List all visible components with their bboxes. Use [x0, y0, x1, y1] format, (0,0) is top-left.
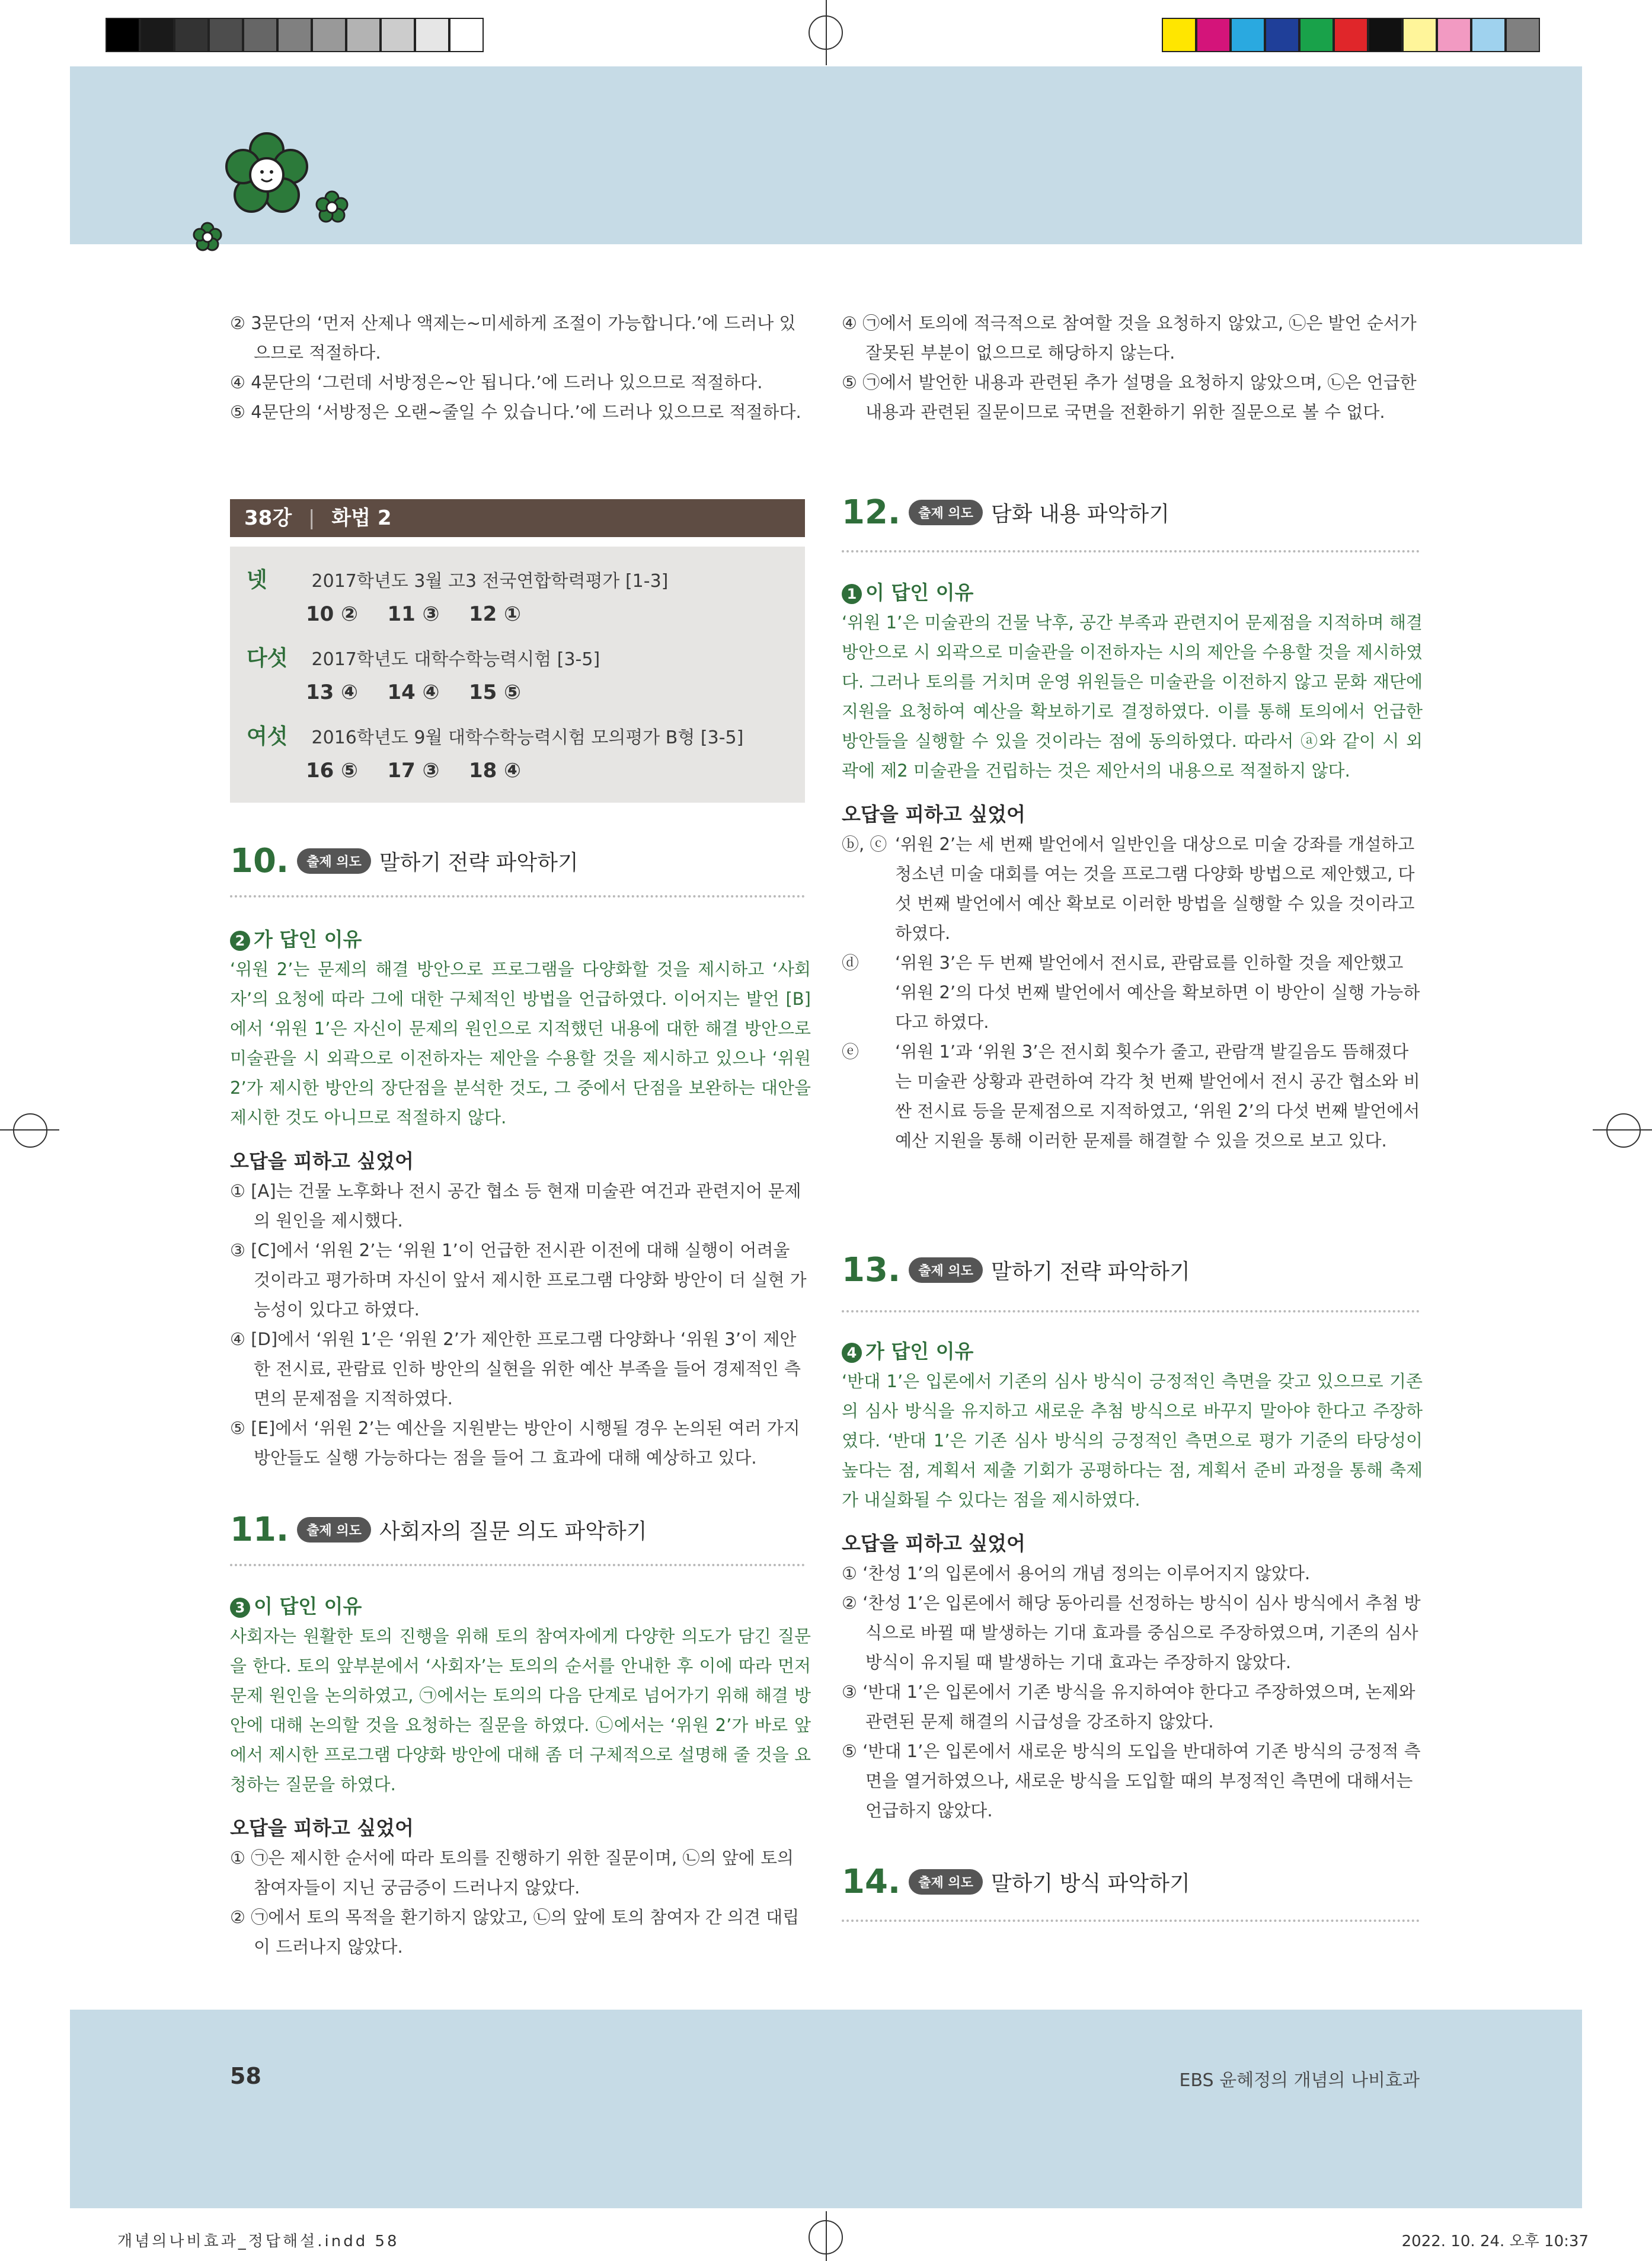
exam-name: 2016학년도 9월 대학수학능력시험 모의평가 B형 [3-5] — [311, 727, 744, 748]
answer-item: 12 ① — [469, 602, 521, 626]
registration-mark — [809, 15, 843, 50]
question-12-body — [842, 566, 1423, 1155]
color-swatch — [381, 18, 415, 52]
list-item: ③ [C]에서 ‘위원 2’는 ‘위원 1’이 언급한 전시관 이전에 대해 실행이 어려울 것이라고 평가하며 자신이 앞서 제시한 프로그램 다양화 방안이 더 실현 가능성이 있다고 하였다. — [230, 1240, 807, 1320]
list-item — [842, 829, 1423, 948]
question-10-body — [230, 913, 811, 1473]
color-swatch — [1437, 18, 1471, 52]
answer-item: 13 ④ — [306, 681, 358, 704]
row-label: 다섯 — [247, 646, 288, 670]
divider — [230, 1564, 805, 1566]
answer-item: 16 ⑤ — [306, 759, 358, 783]
intent-badge: 출제 의도 — [297, 848, 371, 874]
question-number: 10. — [230, 842, 289, 880]
footer-band — [70, 2010, 1582, 2208]
answer-number-badge: 4 — [842, 1343, 862, 1363]
color-swatch — [449, 18, 484, 52]
color-swatch — [277, 18, 312, 52]
color-scale-bar — [1162, 0, 1553, 59]
question-title: 말하기 전략 파악하기 — [990, 1260, 1190, 1284]
color-swatch — [174, 18, 209, 52]
question-13-heading — [842, 1251, 1190, 1289]
question-title: 사회자의 질문 의도 파악하기 — [379, 1519, 647, 1544]
item-text: ‘위원 1’과 ‘위원 3’은 전시회 횟수가 줄고, 관람객 발길음도 뜸해졌다는 미술관 상황과 관련하여 각각 첫 번째 발언에서 전시 공간 협소와 비싼 전시료 등을 문제점으로 지적하였고, ‘위원 2’의 다섯 번째 발언에서 예산 지원을 통해 이러한 문제를 해결할 수 있을 것으로 보고 있다. — [895, 1042, 1420, 1151]
registration-mark — [809, 2220, 843, 2254]
answer-list — [306, 602, 545, 626]
list-item: ① ‘찬성 1’의 입론에서 용어의 개념 정의는 이루어지지 않았다. — [842, 1563, 1311, 1583]
exam-name: 2017학년도 3월 고3 전국연합학력평가 [1-3] — [311, 571, 669, 592]
answer-heading-text: 가 답인 이유 — [865, 1340, 974, 1363]
answer-heading — [230, 925, 811, 954]
answer-explanation: ‘위원 1’은 미술관의 건물 낙후, 공간 부족과 관련지어 문제점을 지적하며 해결 방안으로 시 외곽으로 미술관을 이전하자는 시의 제안을 수용할 것을 제시하였다. 그러나 토의를 거치며 운영 위원들은 미술관을 이전하지 않고 문화 재단에 지원을 요청하여 예산을 확보하기로 결정하였다. 이를 통해 토의에서 언급한 방안들을 실행할 수 있을 것이라는 점에 동의하였다. 따라서 ⓐ와 같이 시 외곽에 제2 미술관을 건립하는 것은 제안서의 내용으로 적절하지 않다. — [842, 612, 1423, 781]
question-10-heading — [230, 842, 579, 880]
answer-heading-text: 이 답인 이유 — [254, 1595, 362, 1618]
answer-number-badge: 2 — [230, 931, 250, 951]
color-swatch — [1265, 18, 1299, 52]
row-label: 넷 — [247, 568, 267, 592]
answer-list — [306, 759, 545, 783]
answer-item: 11 ③ — [387, 602, 440, 626]
answer-key-row — [247, 563, 668, 593]
question-title: 말하기 방식 파악하기 — [990, 1872, 1190, 1896]
exam-name: 2017학년도 대학수학능력시험 [3-5] — [311, 649, 600, 670]
list-item: ⑤ [E]에서 ‘위원 2’는 예산을 지원받는 방안이 시행될 경우 논의된 여러 가지 방안들도 실행 가능하다는 점을 들어 그 효과에 대해 예상하고 있다. — [230, 1418, 800, 1468]
answer-item: 17 ③ — [387, 759, 440, 783]
question-11-heading — [230, 1510, 647, 1549]
question-12-heading — [842, 493, 1169, 532]
color-swatch — [415, 18, 449, 52]
left-top-items — [230, 308, 811, 427]
color-swatch — [209, 18, 243, 52]
color-swatch — [243, 18, 277, 52]
color-swatch — [1196, 18, 1231, 52]
answer-number-badge: 1 — [842, 584, 862, 604]
gray-scale-bar — [106, 0, 485, 59]
question-number: 11. — [230, 1510, 289, 1549]
color-swatch — [1299, 18, 1334, 52]
list-item: ⑤ ‘반대 1’은 입론에서 새로운 방식의 도입을 반대하여 기존 방식의 긍정적 측면을 열거하였으나, 새로운 방식을 도입할 때의 부정적인 측면에 대해서는 언급하지 않았다. — [842, 1741, 1421, 1821]
list-item: ② 3문단의 ‘먼저 산제나 액제는~미세하게 조절이 가능합니다.’에 드러나 있으므로 적절하다. — [230, 313, 796, 363]
row-label: 여섯 — [247, 724, 288, 749]
answer-item: 15 ⑤ — [469, 681, 521, 704]
list-item: ④ ㉠에서 토의에 적극적으로 참여할 것을 요청하지 않았고, ㉡은 발언 순서가 잘못된 부분이 없으므로 해당하지 않는다. — [842, 313, 1417, 363]
list-item: ② ‘찬성 1’은 입론에서 해당 동아리를 선정하는 방식이 심사 방식에서 추첨 방식으로 바뀔 때 발생하는 기대 효과를 중심으로 주장하였으며, 기존의 심사 방식이 유지될 때 발생하는 기대 효과는 주장하지 않았다. — [842, 1593, 1421, 1672]
divider — [842, 1920, 1420, 1922]
divider — [230, 895, 805, 898]
answer-heading-text: 가 답인 이유 — [254, 928, 362, 951]
registration-mark — [1606, 1113, 1641, 1148]
answer-item: 14 ④ — [387, 681, 440, 704]
answer-key-row — [247, 720, 743, 750]
color-swatch — [1368, 18, 1402, 52]
question-title: 말하기 전략 파악하기 — [379, 851, 579, 875]
list-item: ⑤ ㉠에서 발언한 내용과 관련된 추가 설명을 요청하지 않았으며, ㉡은 언급한 내용과 관련된 질문이므로 국면을 전환하기 위한 질문으로 볼 수 없다. — [842, 372, 1417, 422]
answer-explanation: ‘위원 2’는 문제의 해결 방안으로 프로그램을 다양화할 것을 제시하고 ‘사회자’의 요청에 따라 그에 대한 구체적인 방법을 언급하였다. 이어지는 발언 [B]에서 ‘위원 1’은 자신이 문제의 원인으로 지적했던 내용에 대한 해결 방안으로 미술관을 시 외곽으로 이전하자는 제안을 수용할 것을 제시하고 있으나 ‘위원 2’가 제시한 방안의 장단점을 분석한 것도, 그 중에서 단점을 보완하는 대안을 제시한 것도 아니므로 적절하지 않다. — [230, 959, 811, 1128]
question-14-heading — [842, 1863, 1190, 1901]
question-11-continued — [842, 308, 1423, 427]
color-swatch — [106, 18, 140, 52]
file-name: 개념의나비효과_정답해설.indd 58 — [117, 2233, 400, 2250]
item-mark: ⓑ, ⓒ — [842, 834, 887, 854]
wrong-answers-heading: 오답을 피하고 싶었어 — [842, 803, 1025, 826]
wrong-answers-heading: 오답을 피하고 싶었어 — [230, 1816, 414, 1840]
color-swatch — [1334, 18, 1368, 52]
list-item: ③ ‘반대 1’은 입론에서 기존 방식을 유지하여야 한다고 주장하였으며, 논제와 관련된 문제 해결의 시급성을 강조하지 않았다. — [842, 1682, 1415, 1732]
item-mark: ⓓ — [842, 953, 859, 973]
flower-decoration-icon — [178, 130, 368, 267]
list-item: ④ 4문단의 ‘그런데 서방정은~안 됩니다.’에 드러나 있으므로 적절하다. — [230, 372, 763, 392]
answer-list — [306, 681, 545, 704]
list-item: ① ㉠은 제시한 순서에 따라 토의를 진행하기 위한 질문이며, ㉡의 앞에 토의 참여자들이 지닌 궁금증이 드러나지 않았다. — [230, 1848, 794, 1898]
question-number: 13. — [842, 1251, 901, 1289]
divider — [842, 1310, 1420, 1312]
lesson-number: 38강 — [244, 506, 292, 530]
divider — [842, 550, 1420, 553]
intent-badge: 출제 의도 — [909, 1257, 983, 1283]
question-11-body — [230, 1580, 811, 1962]
question-number: 14. — [842, 1863, 901, 1901]
list-item: ① [A]는 건물 노후화나 전시 공간 협소 등 현재 미술관 여건과 관련지어 문제의 원인을 제시했다. — [230, 1181, 801, 1231]
question-13-body — [842, 1325, 1423, 1825]
color-swatch — [140, 18, 174, 52]
page-number: 58 — [230, 2063, 261, 2089]
color-swatch — [1506, 18, 1540, 52]
answer-key-box — [230, 547, 805, 803]
print-timestamp: 2022. 10. 24. 오후 10:37 — [1401, 2233, 1589, 2250]
list-item: ② ㉠에서 토의 목적을 환기하지 않았고, ㉡의 앞에 토의 참여자 간 의견 대립이 드러나지 않았다. — [230, 1907, 800, 1957]
item-text: ‘위원 3’은 두 번째 발언에서 전시료, 관람료를 인하할 것을 제안했고 ‘위원 2’의 다섯 번째 발언에서 예산을 확보하면 이 방안이 실행 가능하다고 하였다. — [895, 953, 1420, 1032]
wrong-answers-heading: 오답을 피하고 싶었어 — [230, 1149, 414, 1173]
question-title: 담화 내용 파악하기 — [990, 502, 1169, 526]
intent-badge: 출제 의도 — [909, 500, 983, 525]
wrong-answers-heading: 오답을 피하고 싶었어 — [842, 1532, 1025, 1555]
color-swatch — [312, 18, 346, 52]
color-swatch — [1471, 18, 1506, 52]
book-title: EBS 윤혜정의 개념의 나비효과 — [1179, 2070, 1420, 2091]
list-item — [842, 1037, 1423, 1155]
lesson-title-bar — [230, 499, 805, 537]
color-swatch — [346, 18, 381, 52]
list-item: ④ [D]에서 ‘위원 1’은 ‘위원 2’가 제안한 프로그램 다양화나 ‘위원 3’이 제안한 전시료, 관람료 인하 방안의 실현을 위한 예산 부족을 들어 경제적인 측면의 문제점을 지적하였다. — [230, 1329, 801, 1409]
lesson-separator: | — [308, 506, 315, 530]
intent-badge: 출제 의도 — [297, 1517, 371, 1543]
answer-explanation: 사회자는 원활한 토의 진행을 위해 토의 참여자에게 다양한 의도가 담긴 질문을 한다. 토의 앞부분에서 ‘사회자’는 토의의 순서를 안내한 후 이에 따라 먼저 문제 원인을 논의하였고, ㉠에서는 토의의 다음 단계로 넘어가기 위해 해결 방안에 대해 논의할 것을 요청하는 질문을 하였다. ㉡에서는 ‘위원 2’가 바로 앞에서 제시한 프로그램 다양화 방안에 대해 좀 더 구체적으로 설명해 줄 것을 요청하는 질문을 하였다. — [230, 1626, 811, 1794]
answer-item: 18 ④ — [469, 759, 521, 783]
registration-mark — [13, 1113, 47, 1148]
item-mark: ⓔ — [842, 1042, 859, 1062]
lesson-subtitle: 화법 2 — [331, 506, 392, 530]
intent-badge: 출제 의도 — [909, 1869, 983, 1895]
answer-explanation: ‘반대 1’은 입론에서 기존의 심사 방식이 긍정적인 측면을 갖고 있으므로 기존의 심사 방식을 유지하고 새로운 추첨 방식으로 바꾸지 말아야 한다고 주장하였다. ‘반대 1’은 기존 심사 방식의 긍정적인 측면으로 평가 기준의 타당성이 높다는 점, 계획서 제출 기회가 공평하다는 점, 계획서 준비 과정을 통해 축제가 내실화될 수 있다는 점을 제시하였다. — [842, 1371, 1423, 1510]
color-swatch — [1402, 18, 1437, 52]
color-swatch — [1162, 18, 1196, 52]
list-item — [842, 948, 1423, 1037]
answer-heading-text: 이 답인 이유 — [865, 581, 974, 604]
answer-heading — [842, 1337, 1423, 1366]
item-text: ‘위원 2’는 세 번째 발언에서 일반인을 대상으로 미술 강좌를 개설하고 청소년 미술 대회를 여는 것을 프로그램 다양화 방법으로 제안했고, 다섯 번째 발언에서 예산 확보로 이러한 방법을 실행할 수 있을 것이라고 하였다. — [895, 834, 1415, 943]
answer-key-row — [247, 641, 600, 672]
question-number: 12. — [842, 493, 901, 532]
list-item: ⑤ 4문단의 ‘서방정은 오랜~줄일 수 있습니다.’에 드러나 있으므로 적절하다. — [230, 402, 801, 422]
answer-heading — [842, 578, 1423, 608]
color-swatch — [1231, 18, 1265, 52]
answer-heading — [230, 1592, 811, 1621]
answer-number-badge: 3 — [230, 1598, 250, 1618]
answer-item: 10 ② — [306, 602, 358, 626]
